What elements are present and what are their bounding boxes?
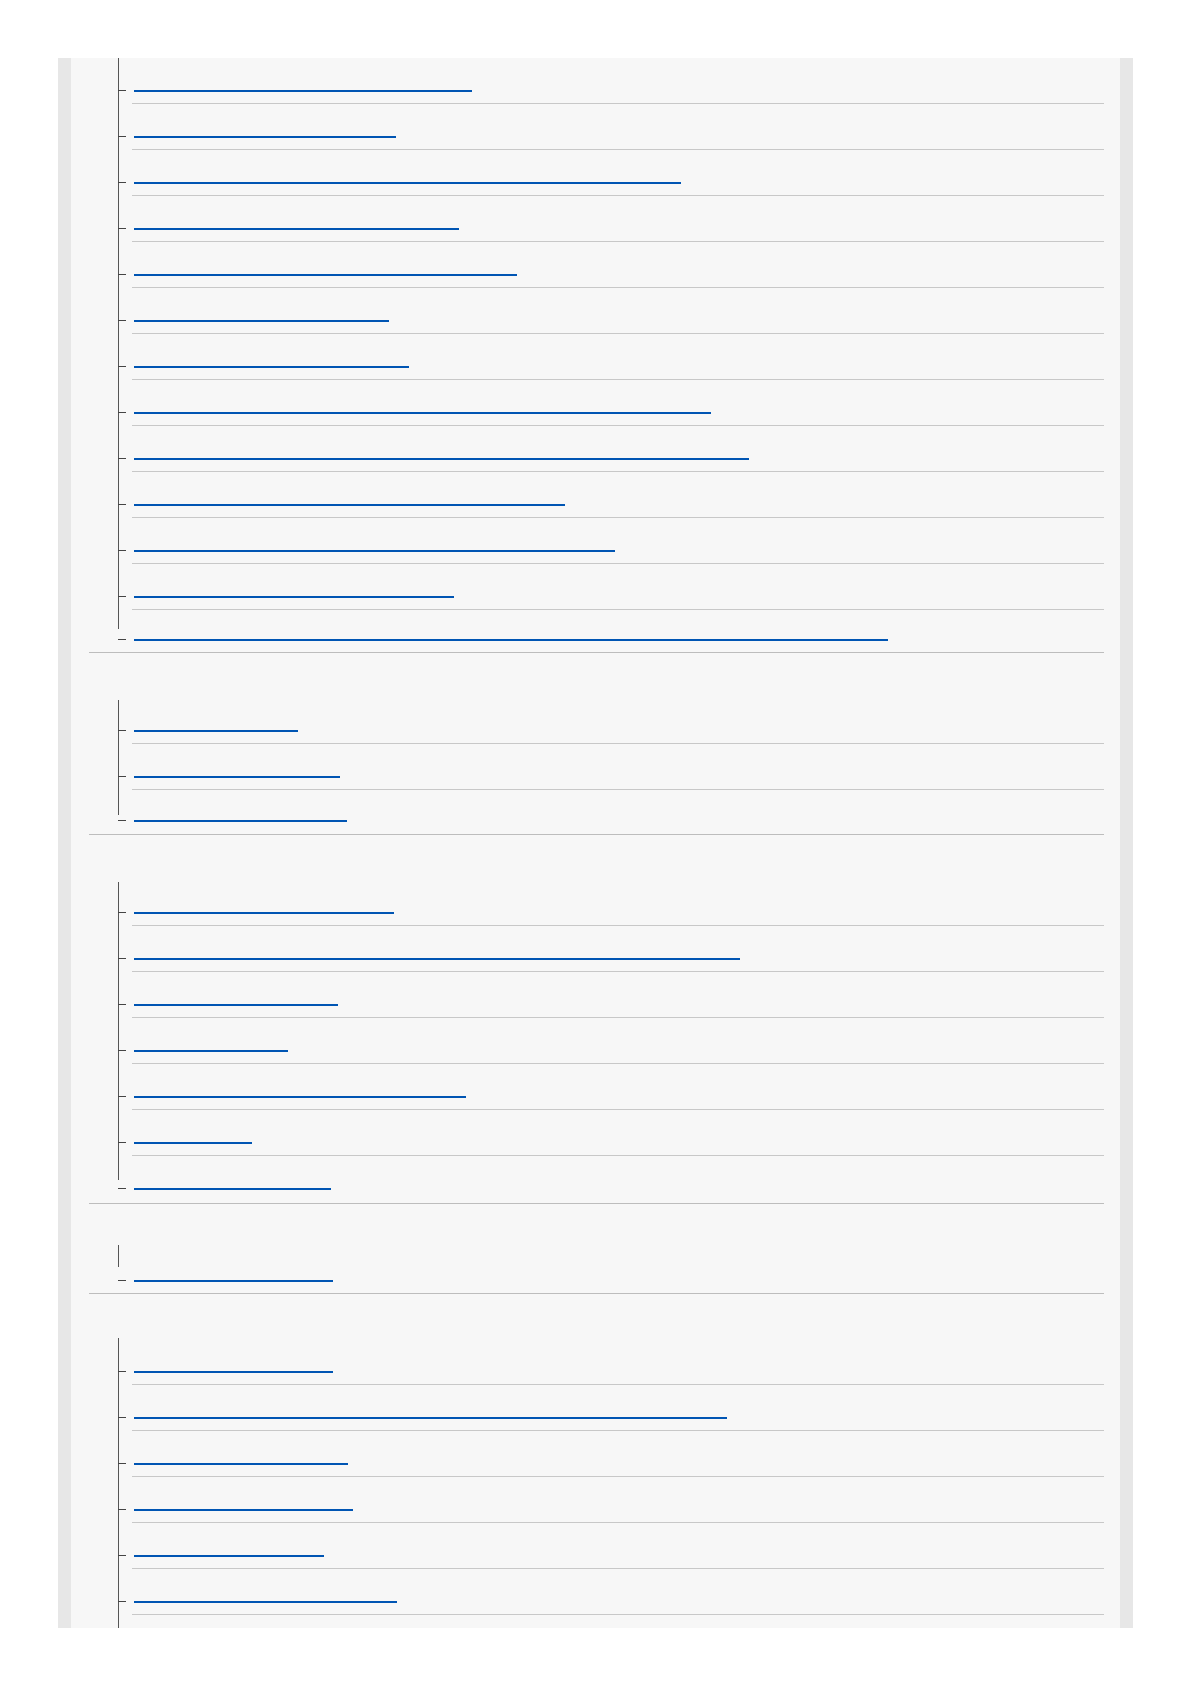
tree-tick	[118, 958, 126, 959]
toc-link[interactable]	[134, 810, 347, 822]
list-item	[118, 1477, 1104, 1523]
toc-link[interactable]	[134, 218, 459, 230]
tree-tick	[118, 90, 126, 91]
list-item	[118, 1248, 1104, 1294]
tree-tick	[118, 776, 126, 777]
tree-tick	[118, 912, 126, 913]
tree-tick	[118, 1050, 126, 1051]
section-divider	[89, 1203, 1104, 1204]
list-item	[118, 150, 1104, 196]
tree-tick	[118, 1188, 126, 1189]
list-item	[118, 1339, 1104, 1385]
section-divider	[89, 652, 1104, 653]
toc-link[interactable]	[134, 994, 338, 1006]
toc-link[interactable]	[134, 586, 454, 598]
list-item	[118, 744, 1104, 790]
toc-link[interactable]	[134, 448, 749, 460]
tree-tick	[118, 639, 126, 640]
right-margin-bar	[1120, 58, 1133, 1628]
toc-link[interactable]	[134, 1453, 348, 1465]
toc-link[interactable]	[134, 948, 740, 960]
list-item	[118, 1385, 1104, 1431]
tree-tick	[118, 458, 126, 459]
tree-tick	[118, 1371, 126, 1372]
toc-link[interactable]	[134, 1132, 252, 1144]
toc-link[interactable]	[134, 1545, 324, 1557]
toc-link[interactable]	[134, 1270, 333, 1282]
list-item	[118, 1569, 1104, 1615]
tree-tick	[118, 1509, 126, 1510]
list-item	[118, 104, 1104, 150]
list-item	[118, 564, 1104, 610]
tree-tick	[118, 1417, 126, 1418]
tree-tick	[118, 228, 126, 229]
list-item	[118, 1523, 1104, 1569]
toc-link[interactable]	[134, 720, 298, 732]
toc-link[interactable]	[134, 264, 517, 276]
tree-tick	[118, 1463, 126, 1464]
toc-link[interactable]	[134, 629, 888, 641]
toc-link[interactable]	[134, 1407, 727, 1419]
tree-tick	[118, 1555, 126, 1556]
list-item	[118, 607, 1104, 653]
list-item	[118, 472, 1104, 518]
list-item	[118, 380, 1104, 426]
list-item	[118, 426, 1104, 472]
tree-tick	[118, 1142, 126, 1143]
list-item	[118, 288, 1104, 334]
tree-tick	[118, 182, 126, 183]
tree-tick	[118, 730, 126, 731]
list-item	[118, 972, 1104, 1018]
tree-tick	[118, 366, 126, 367]
toc-link[interactable]	[134, 172, 681, 184]
list-item	[118, 1110, 1104, 1156]
list-item	[118, 1018, 1104, 1064]
toc-link[interactable]	[134, 1178, 331, 1190]
toc-link[interactable]	[134, 494, 565, 506]
tree-tick	[118, 820, 126, 821]
list-item	[118, 242, 1104, 288]
tree-tick	[118, 136, 126, 137]
toc-link[interactable]	[134, 1086, 466, 1098]
toc-link[interactable]	[134, 80, 472, 92]
list-item	[118, 334, 1104, 380]
toc-link[interactable]	[134, 1499, 353, 1511]
list-item	[118, 698, 1104, 744]
tree-tick	[118, 412, 126, 413]
section-divider	[89, 1293, 1104, 1294]
section-divider	[89, 834, 1104, 835]
tree-tick	[118, 274, 126, 275]
tree-tick	[118, 504, 126, 505]
list-item	[118, 880, 1104, 926]
list-item	[118, 1156, 1104, 1202]
toc-link[interactable]	[134, 126, 396, 138]
left-margin-bar	[58, 58, 71, 1628]
toc-link[interactable]	[134, 902, 394, 914]
list-item	[118, 1431, 1104, 1477]
list-item	[118, 1064, 1104, 1110]
toc-link[interactable]	[134, 540, 615, 552]
toc-link[interactable]	[134, 356, 409, 368]
toc-link[interactable]	[134, 310, 389, 322]
tree-tick	[118, 1280, 126, 1281]
tree-tick	[118, 320, 126, 321]
list-item	[118, 196, 1104, 242]
toc-link[interactable]	[134, 1361, 333, 1373]
tree-tick	[118, 1096, 126, 1097]
toc-link[interactable]	[134, 766, 340, 778]
list-item	[118, 926, 1104, 972]
list-item	[118, 58, 1104, 104]
list-item	[118, 518, 1104, 564]
tree-tick	[118, 1004, 126, 1005]
toc-link[interactable]	[134, 1040, 288, 1052]
list-item	[118, 788, 1104, 834]
tree-tick	[118, 550, 126, 551]
tree-tick	[118, 1601, 126, 1602]
row-divider	[132, 1614, 1104, 1615]
toc-link[interactable]	[134, 1591, 397, 1603]
toc-link[interactable]	[134, 402, 711, 414]
tree-tick	[118, 596, 126, 597]
